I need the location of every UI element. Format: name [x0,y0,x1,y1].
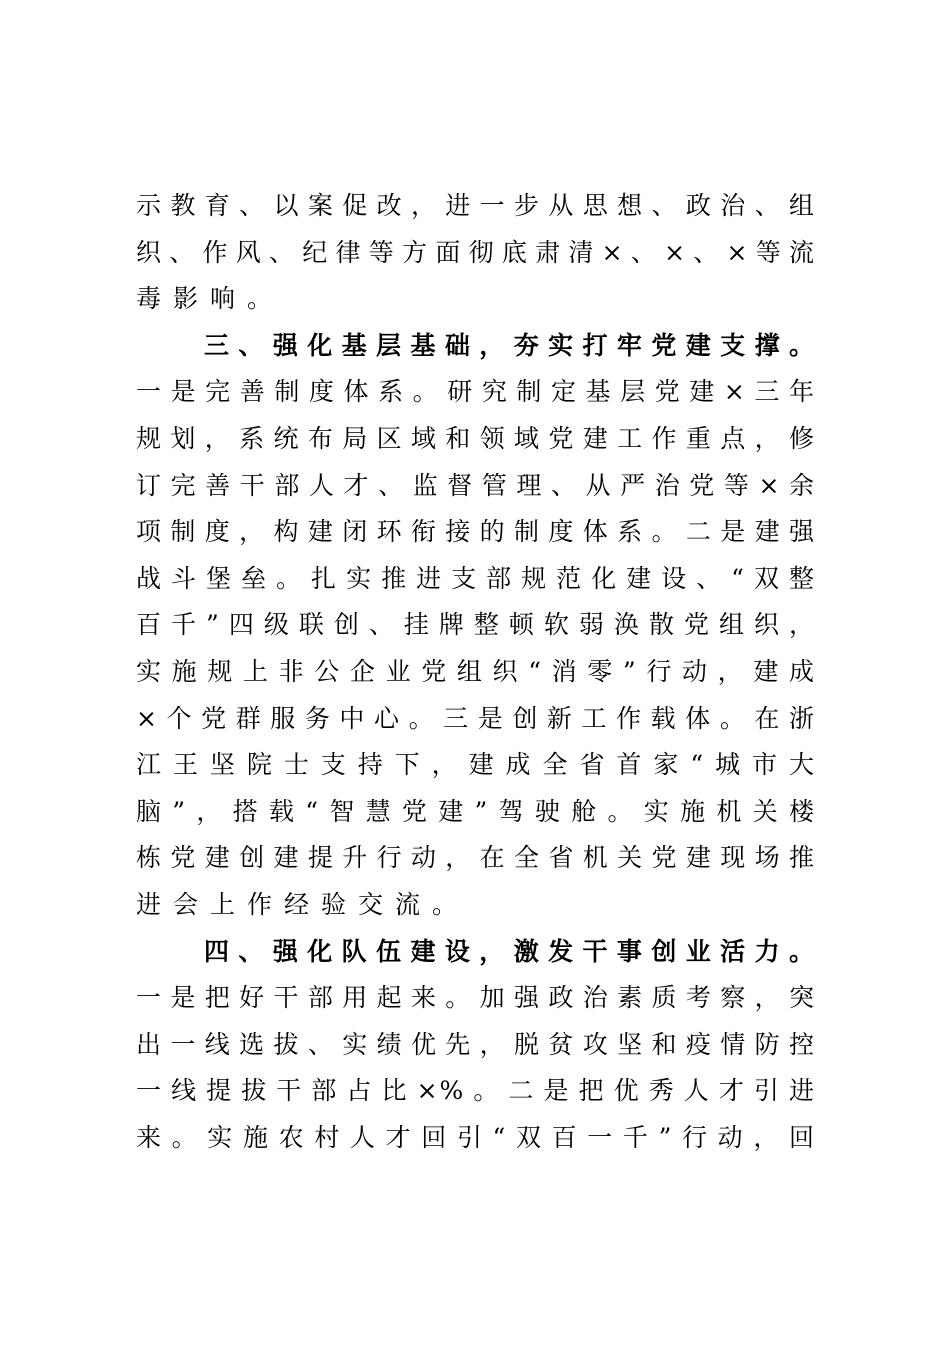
text-line: 出一线选拔、实绩优先，脱贫攻坚和疫情防控 [136,1029,816,1059]
text-line: 织、作风、纪律等方面彻底肃清×、×、×等流 [136,237,816,267]
text-line: 一线提拔干部占比×%。二是把优秀人才引进 [136,1076,816,1106]
text-line: 示教育、以案促改，进一步从思想、政治、组 [136,191,816,220]
text-line: 脑”，搭载“智慧党建”驾驶舱。实施机关楼 [136,796,816,826]
text-line: 一是完善制度体系。研究制定基层党建×三年 [136,377,816,407]
text-line: 毒影响。 [136,284,285,314]
document-body [136,183,816,1161]
text-line: 一是把好干部用起来。加强政治素质考察，突 [136,983,816,1013]
text-line: 栋党建创建提升行动，在全省机关党建现场推 [136,843,816,873]
text-line: ×个党群服务中心。三是创新工作载体。在浙 [136,703,816,733]
text-line: 实施规上非公企业党组织“消零”行动，建成 [136,656,816,686]
text-line: 百千”四级联创、挂牌整顿软弱涣散党组织， [136,610,816,640]
text-line: 订完善干部人才、监督管理、从严治党等×余 [136,470,816,500]
text-line: 江王坚院士支持下，建成全省首家“城市大 [136,750,816,780]
text-line: 来。实施农村人才回引“双百一千”行动，回 [136,1122,816,1152]
text-line: 规划，系统布局区域和领域党建工作重点，修 [136,423,816,453]
section-heading: 三、强化基层基础，夯实打牢党建支撑。 [204,330,816,360]
section-heading: 四、强化队伍建设，激发干事创业活力。 [204,936,816,966]
text-line: 战斗堡垒。扎实推进支部规范化建设、“双整 [136,563,816,593]
text-line: 项制度，构建闭环衔接的制度体系。二是建强 [136,517,816,547]
text-line: 进会上作经验交流。 [136,889,470,919]
